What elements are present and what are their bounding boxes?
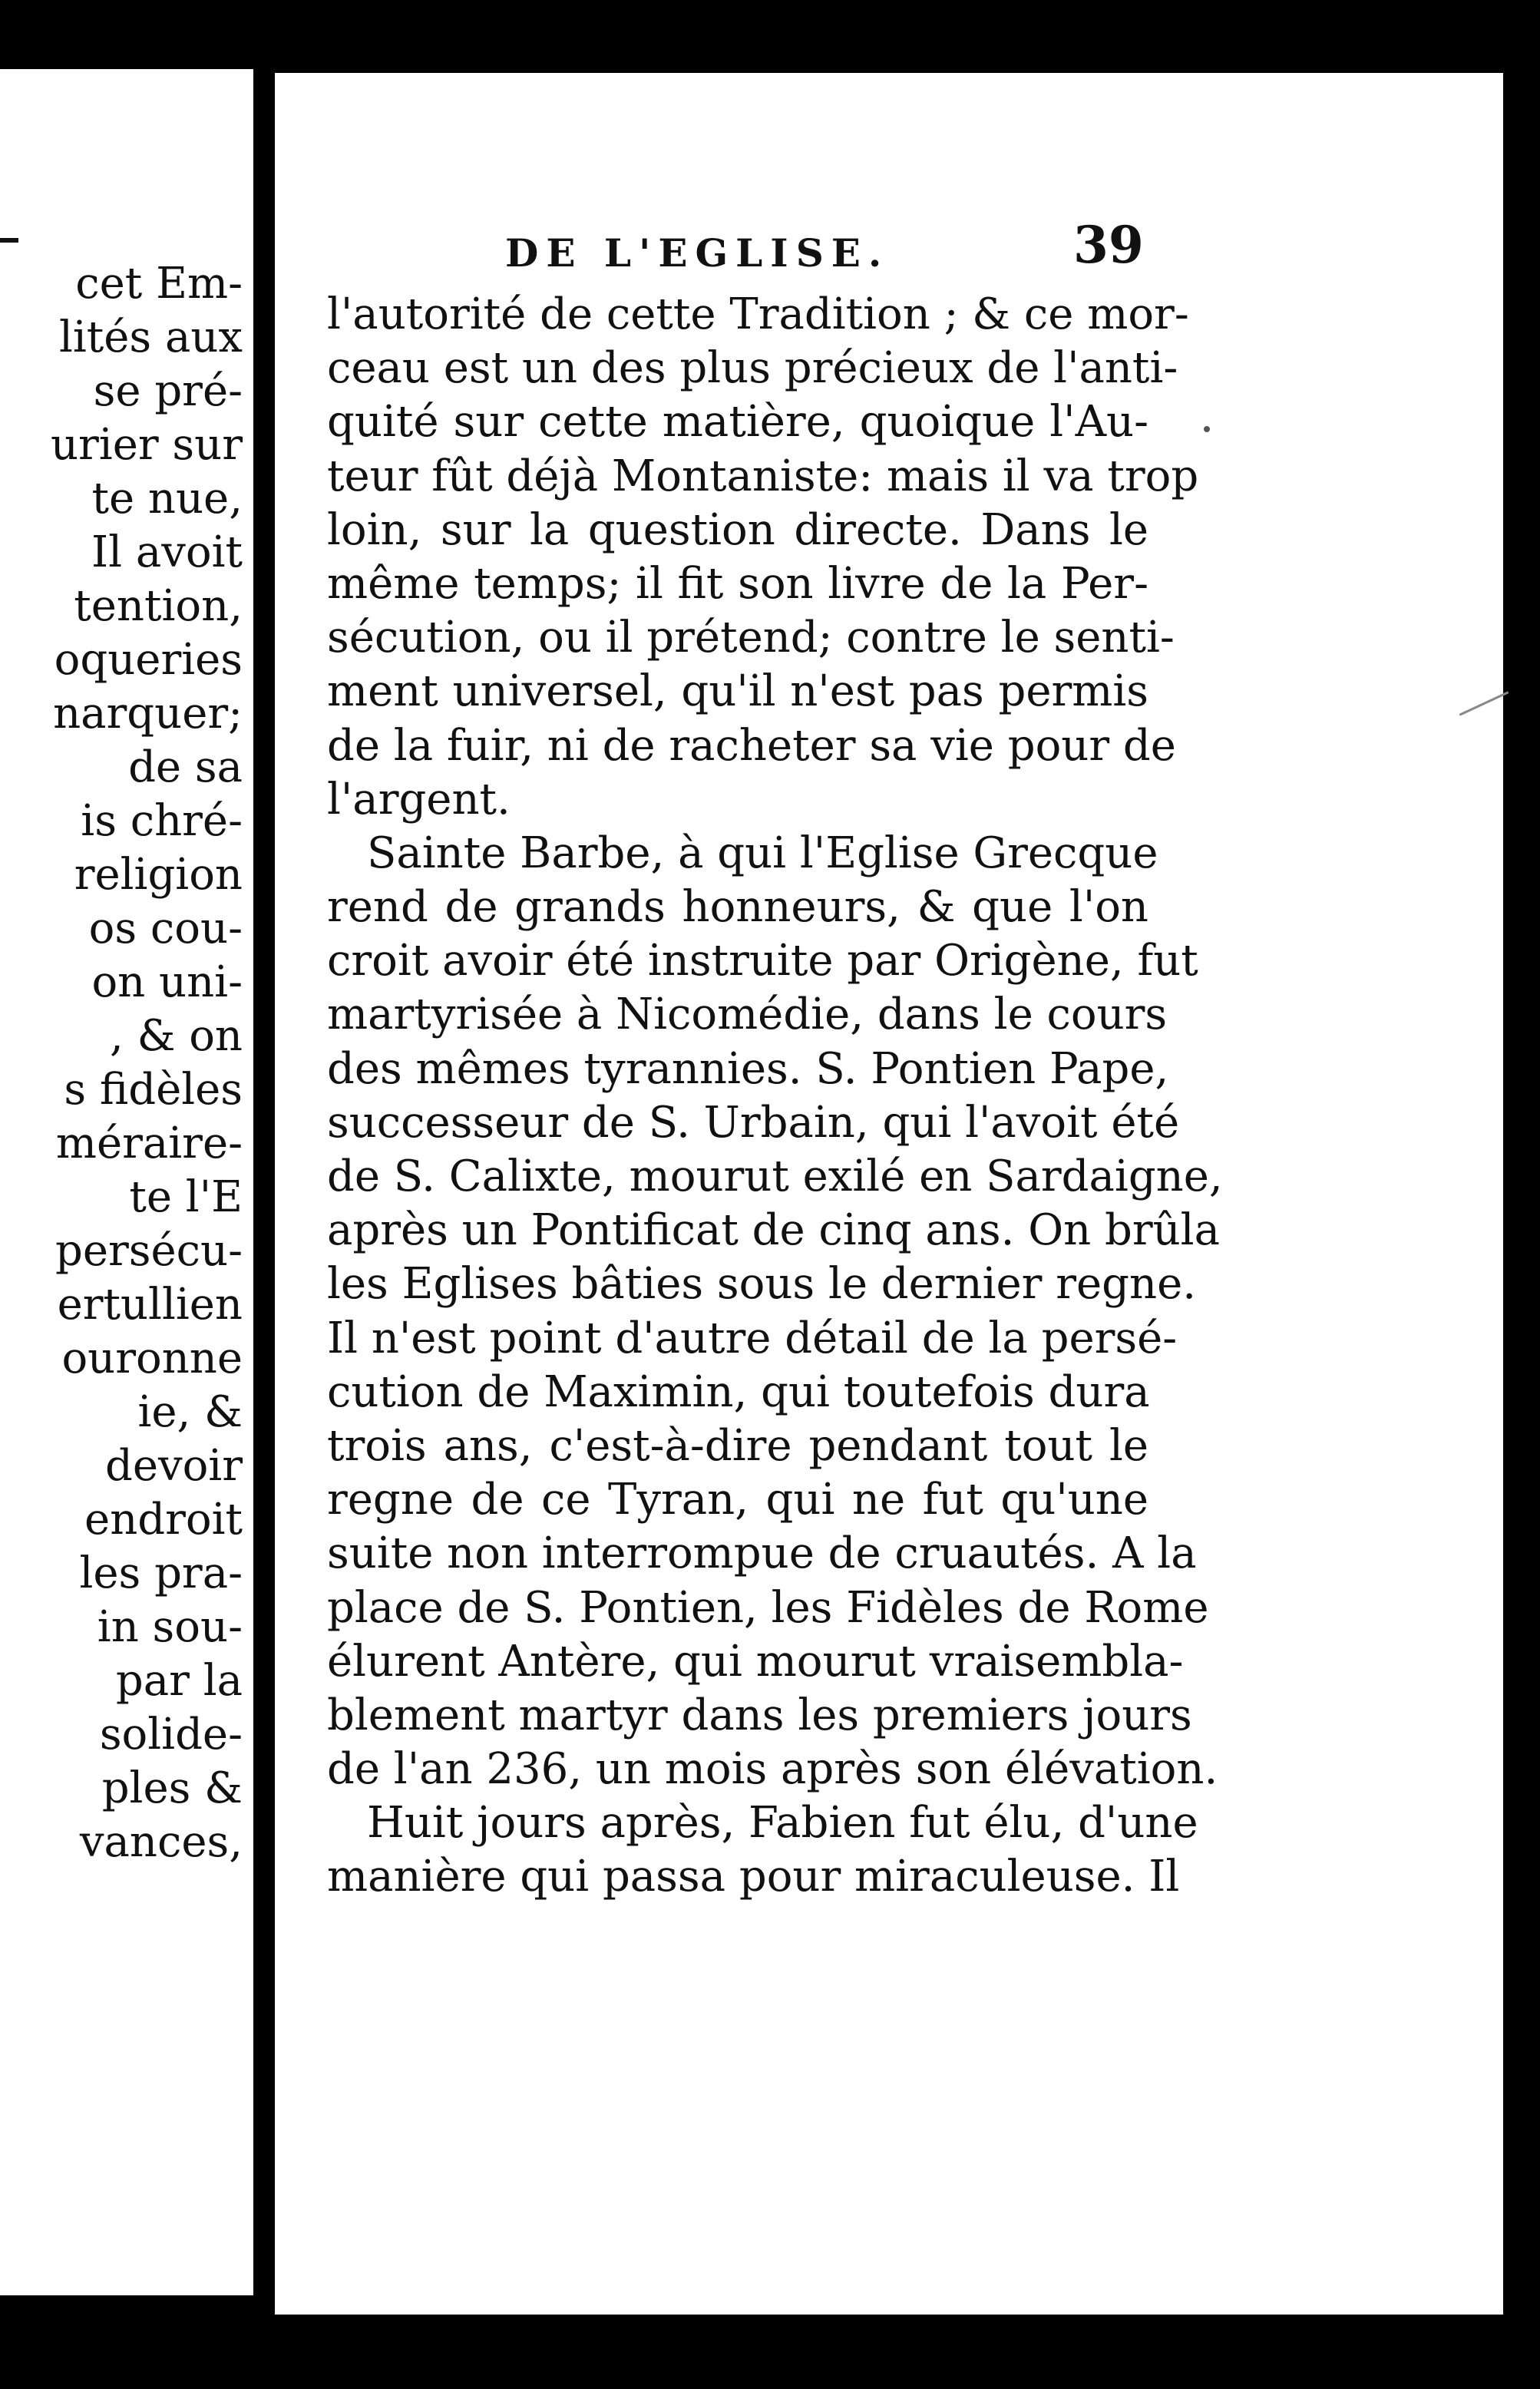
margin-mark: [0, 238, 18, 243]
text-line: de l'an 236, un mois après son élévation.: [327, 1744, 1218, 1795]
left-page-line: se pré-: [93, 366, 243, 416]
left-page-text: [51, 257, 243, 1869]
text-line: cution de Maximin, qui toutefois dura: [327, 1366, 1150, 1417]
text-line: de la fuir, ni de racheter sa vie pour de: [327, 720, 1176, 771]
text-line: Huit jours après, Fabien fut élu, d'une: [367, 1798, 1198, 1849]
left-page-line: te nue,: [91, 474, 243, 524]
text-line: rend de grands honneurs, & que l'on: [327, 882, 1148, 933]
left-page-line: lités aux: [58, 312, 243, 362]
text-line: martyrisée à Nicomédie, dans le cours: [327, 990, 1168, 1040]
text-line: place de S. Pontien, les Fidèles de Rome: [327, 1582, 1209, 1633]
running-head: DE L'EGLISE.: [505, 230, 890, 276]
text-line: suite non interrompue de cruautés. A la: [327, 1528, 1197, 1579]
left-page-line: is chré-: [81, 796, 243, 846]
text-line: Il n'est point d'autre détail de la persé-: [327, 1313, 1178, 1363]
left-page-line: oqueries: [54, 635, 243, 685]
text-line: les Eglises bâties sous le dernier regne.: [327, 1259, 1197, 1310]
text-line: de S. Calixte, mourut exilé en Sardaigne,: [327, 1152, 1223, 1201]
left-page-line: religion: [74, 850, 243, 900]
text-line: trois ans, c'est-à-dire pendant tout le: [327, 1420, 1148, 1471]
text-line: blement martyr dans les premiers jours: [327, 1690, 1192, 1740]
text-line: loin, sur la question directe. Dans le: [327, 504, 1148, 555]
left-facing-page: [0, 69, 253, 2295]
left-page-line: persécu-: [55, 1226, 243, 1276]
text-line: ceau est un des plus précieux de l'anti-: [327, 343, 1178, 394]
text-line: sécution, ou il prétend; contre le senti-: [327, 613, 1175, 663]
text-line: même temps; il fit son livre de la Per-: [327, 558, 1148, 609]
left-page-line: solide-: [99, 1710, 243, 1760]
page-edge-mark: [1459, 691, 1509, 715]
left-page-line: ouronne: [61, 1333, 243, 1383]
text-line: manière qui passa pour miraculeuse. Il: [327, 1852, 1180, 1902]
book-gutter: [261, 0, 272, 2389]
text-line: croit avoir été instruite par Origène, fut: [327, 936, 1198, 986]
left-page-line: cet Em-: [75, 259, 243, 309]
left-page-line: méraire-: [55, 1119, 243, 1168]
text-line: l'autorité de cette Tradition ; & ce mor-: [327, 289, 1189, 339]
left-page-line: ie, &: [137, 1387, 243, 1437]
left-page-line: s fidèles: [64, 1065, 243, 1115]
page-number: 39: [1073, 215, 1144, 275]
left-page-line: os cou-: [88, 904, 243, 953]
ink-spot: [1204, 426, 1210, 432]
text-line: élurent Antère, qui mourut vraisembla-: [327, 1636, 1184, 1687]
right-page: [275, 73, 1503, 2315]
text-line: Sainte Barbe, à qui l'Eglise Grecque: [367, 828, 1158, 878]
left-page-line: devoir: [104, 1441, 243, 1491]
text-line: ment universel, qu'il n'est pas permis: [327, 666, 1148, 717]
left-page-line: par la: [115, 1656, 243, 1706]
left-page-line: on uni-: [91, 957, 243, 1007]
text-line: regne de ce Tyran, qui ne fut qu'une: [327, 1475, 1148, 1525]
left-page-line: vances,: [79, 1817, 243, 1867]
left-page-line: Il avoit: [91, 527, 243, 577]
text-line: quité sur cette matière, quoique l'Au-: [327, 397, 1148, 448]
left-page-line: de sa: [128, 742, 243, 792]
left-page-line: narquer;: [53, 689, 243, 739]
left-page-line: ples &: [101, 1763, 243, 1813]
text-line: des mêmes tyrannies. S. Pontien Pape,: [327, 1043, 1169, 1094]
left-page-line: in sou-: [97, 1602, 243, 1652]
left-page-line: ertullien: [57, 1280, 243, 1330]
text-line: successeur de S. Urbain, qui l'avoit été: [327, 1097, 1180, 1148]
text-line: l'argent.: [327, 774, 511, 824]
body-text: [327, 288, 1223, 1905]
left-page-line: urier sur: [50, 420, 243, 470]
left-page-line: te l'E: [129, 1172, 243, 1222]
text-line: après un Pontificat de cinq ans. On brûla: [327, 1205, 1220, 1256]
left-page-line: endroit: [84, 1495, 243, 1545]
left-page-line: , & on: [109, 1011, 243, 1061]
text-line: teur fût déjà Montaniste: mais il va trop: [327, 451, 1199, 501]
left-page-line: les pra-: [79, 1548, 243, 1598]
left-page-line: tention,: [74, 581, 243, 631]
